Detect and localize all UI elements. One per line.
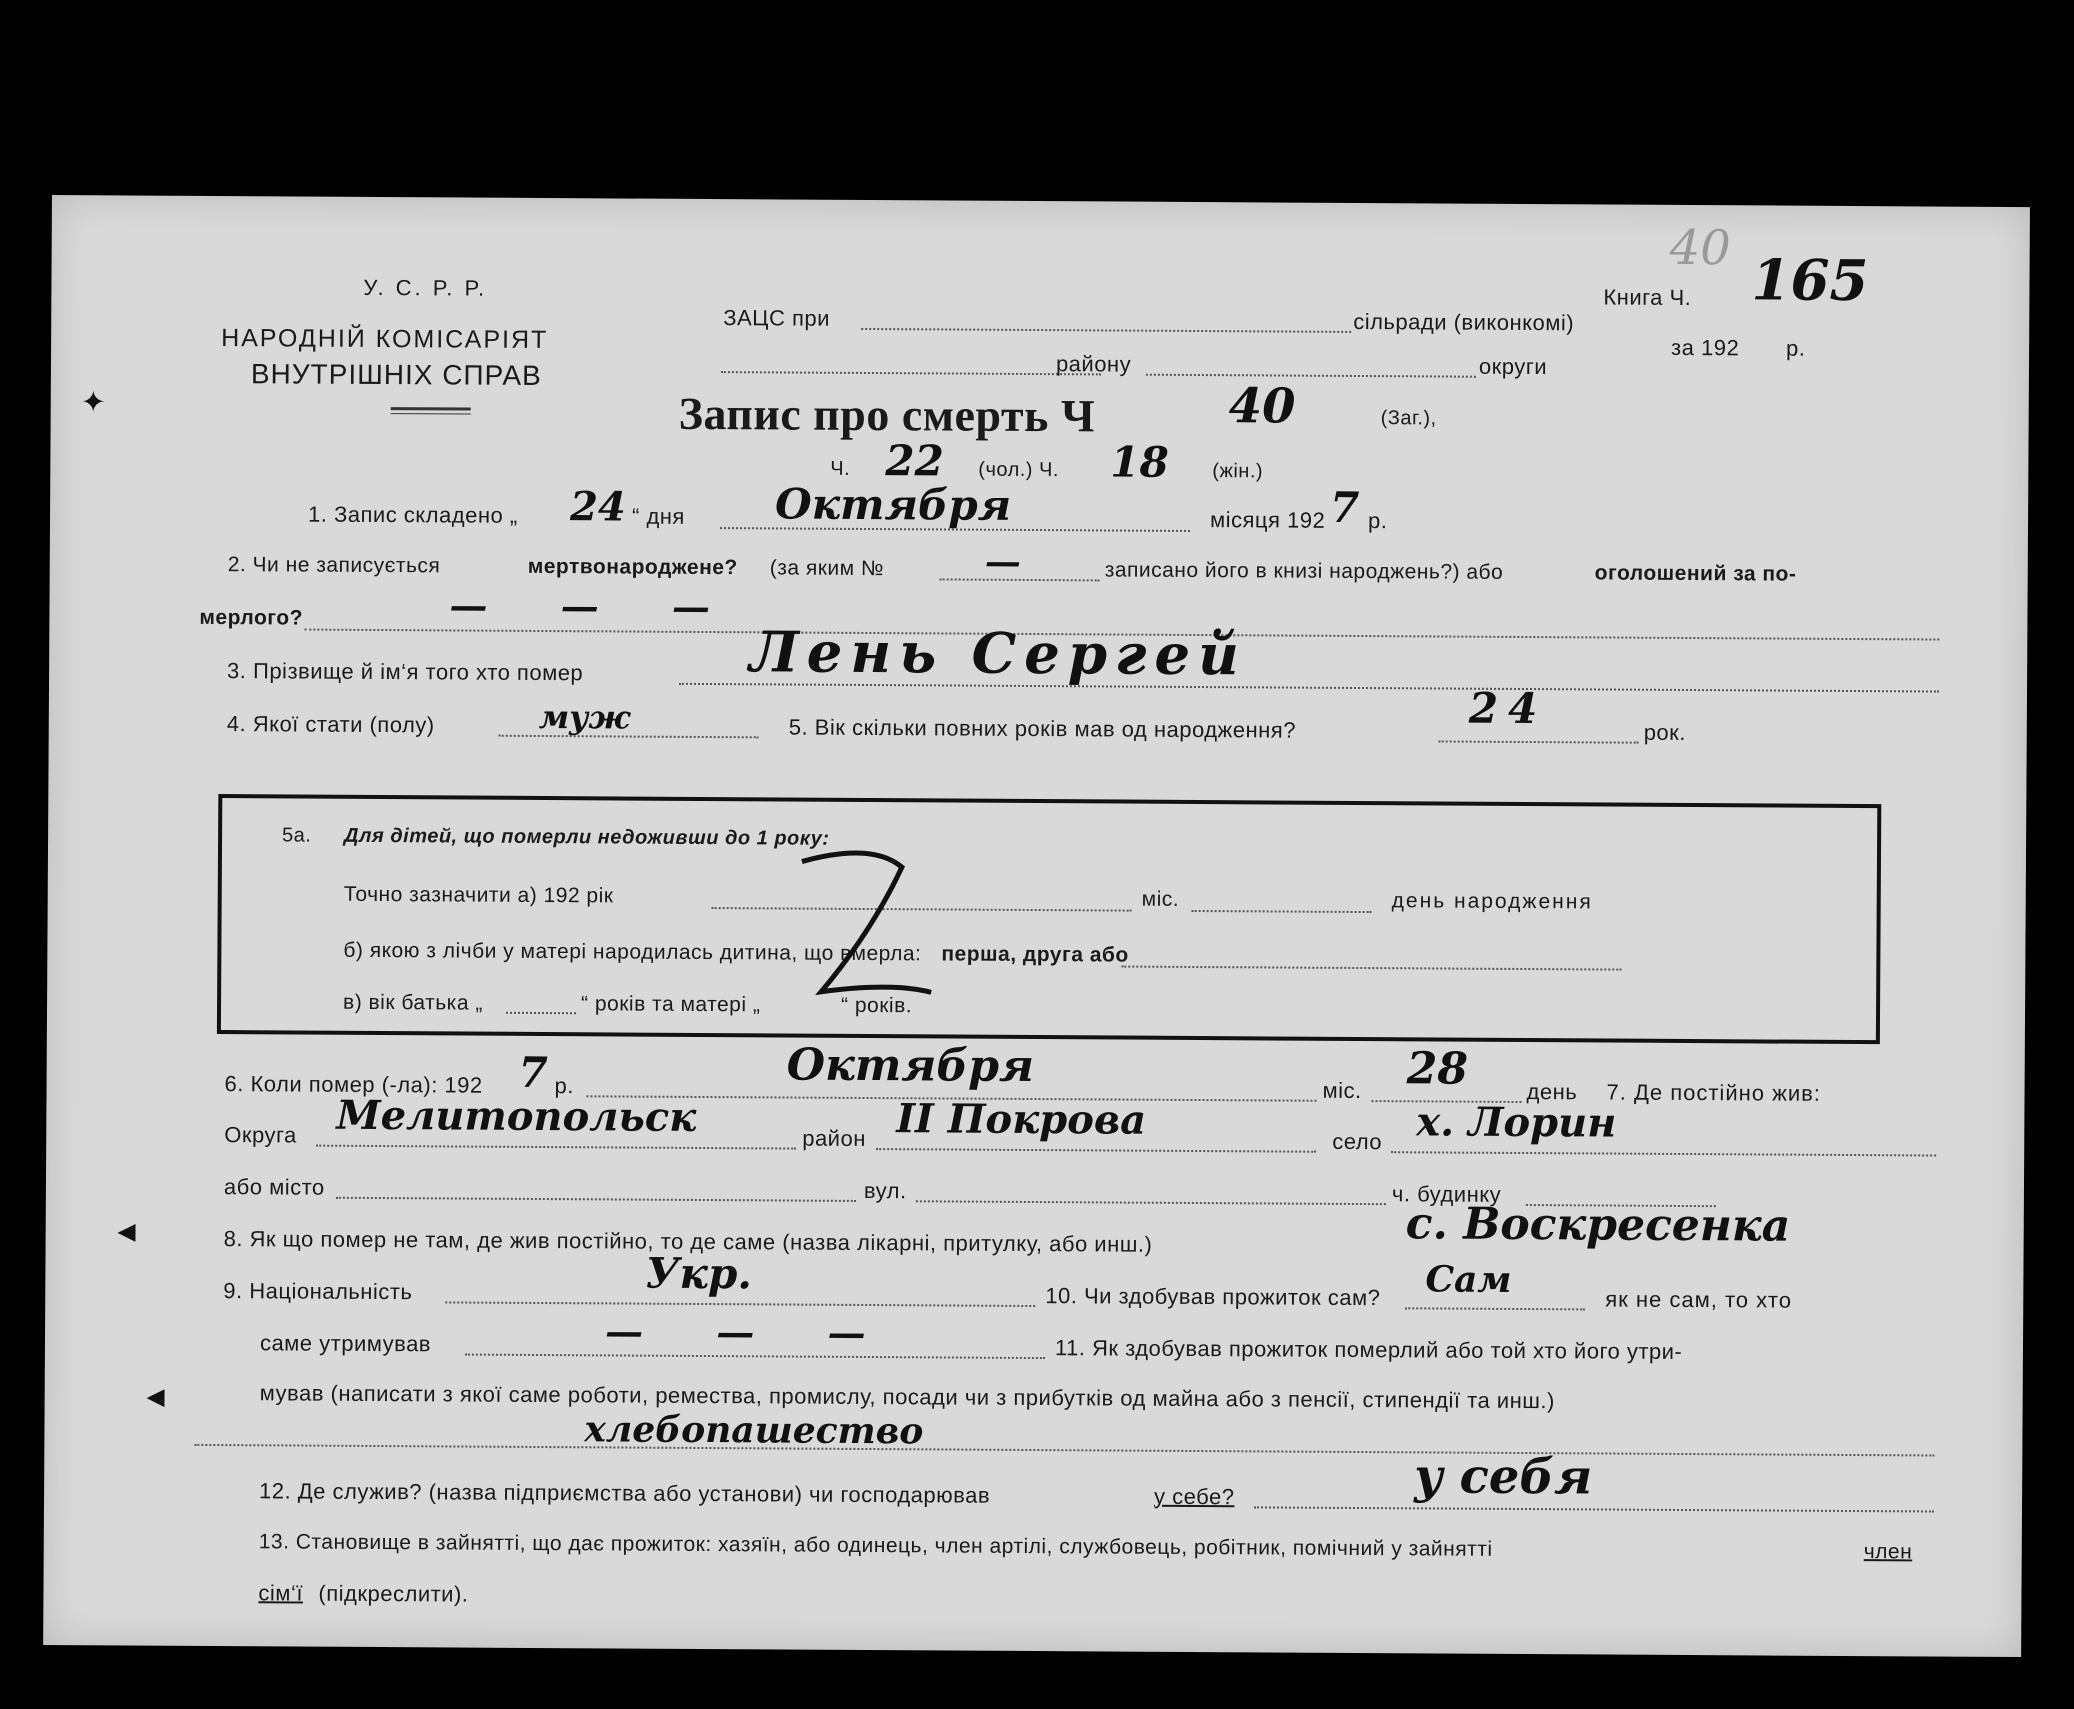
box-5a-mis-dots [1192,910,1372,913]
divider [391,413,471,414]
box-5a-den: день народження [1391,889,1593,914]
field-11-line2: мував (написати з якої саме роботи, ремества, промислу, посади чи з прибутків од майна або з пенсії, стипендії та инш.) [259,1380,1555,1414]
zags-dotted-line [861,328,1351,333]
commissariat-line-2: ВНУТРІШНІХ СПРАВ [250,358,542,391]
field-13-simi: сім‘ї [258,1580,304,1606]
box-5a-line-b-dots [1121,966,1621,971]
field-5-age-handwritten: 24 [1468,683,1548,734]
selo-dots [1391,1151,1936,1156]
box-5a-line-c-mid: “ років та матері „ [580,992,761,1017]
field-10-handwritten: Сам [1425,1258,1512,1301]
field-3-label: 3. Прізвище й ім‘я того хто помер [227,658,584,686]
commissariat-line-1: НАРОДНІЙ КОМІСАРІЯТ [221,324,549,355]
raion-dotted-line [721,371,1101,375]
okruha-label: Округа [224,1122,297,1148]
box-5a-line-c: в) вік батька „ [343,990,483,1015]
silrady-label: сільради (виконкомі) [1353,308,1575,336]
field-3-name-handwritten: Лень Сергей [749,619,1248,689]
field-1-label: 1. Запис складено „ [307,501,518,528]
zag-label: (Заг.), [1380,407,1437,430]
box-5a-line-b-bold: перша, друга або [941,942,1129,967]
field-11-label: 11. Як здобував прожиток померлий або той хто його утри- [1054,1335,1683,1364]
field-6-month-handwritten: Октября [786,1039,1035,1093]
field-13-pidkreslyty: (підкреслити). [318,1580,469,1607]
children-section-box [217,794,1881,1044]
raion-handwritten: II Покрова [896,1095,1147,1144]
box-5a-father-dots [506,1012,576,1014]
field-10-line2-dots [465,1354,1045,1360]
field-2-mid: (за яким № [769,556,885,581]
field-6-year-handwritten: 7 [518,1047,549,1098]
field-8-handwritten: с. Воскресенка [1405,1198,1791,1252]
field-2-rest: записано його в книзі народжень?) або [1104,558,1504,584]
field-2-bold-declared: оголошений за по- [1594,561,1797,586]
field-6-den: день [1526,1079,1578,1105]
okruha-dots [316,1145,796,1150]
box-5a-line-a: Точно зазначити а) 192 рік [343,882,614,908]
field-13-chlen: член [1863,1540,1913,1564]
ch-label: Ч. [830,457,851,480]
field-1-dnia: “ дня [631,503,685,529]
field-2-bold-stillborn: мертвонароджене? [527,554,738,580]
field-9-label: 9. Національність [223,1278,413,1305]
field-13-label: 13. Становище в зайнятті, що дає прожиток: хазяїн, або одинець, член артілі, службовець, робітник, помічний у зайнятті [258,1530,1493,1561]
okruhy-label: округи [1478,353,1548,380]
raion-dots [876,1148,1316,1153]
men-count-handwritten: 22 [885,436,944,486]
field-5-label: 5. Вік скільки повних років мав од народження? [788,714,1297,743]
field-12-dots [1254,1506,1934,1512]
field-12-handwritten: у себя [1414,1448,1593,1506]
field-11-handwritten: хлебопашество [584,1408,924,1453]
zhin-label: (жін.) [1212,460,1264,483]
box-5a-mis: міс. [1141,887,1180,911]
field-1-year-handwritten: 7 [1329,482,1360,532]
field-1-day-handwritten: 24 [569,483,626,531]
margin-mark: ◄ [111,1215,142,1249]
field-5-dots [1439,740,1639,743]
box-5a-number: 5а. [282,824,312,847]
raionu-label: району [1055,351,1132,377]
box-5a-line-b: б) якою з лічби у матері народилась дитина, що вмерла: [343,938,922,966]
field-10-rest: як не сам, то хто [1605,1286,1793,1313]
okruha-handwritten: Мелитопольск [336,1091,697,1141]
field-2-dash-handwritten: — [984,540,1021,583]
field-2-label: 2. Чи не записується [227,553,441,578]
margin-mark: ✦ [80,386,106,420]
field-9-dots [445,1301,1035,1307]
raion-label: район [802,1125,866,1151]
field-10-line2-handwritten: — — — [604,1308,896,1356]
vul-dots [916,1200,1386,1205]
selo-label: село [1332,1128,1383,1155]
za-192-label: за 192 [1671,334,1740,361]
field-4-sex-handwritten: муж [538,697,631,737]
field-11-answer-dots [194,1444,1934,1457]
divider [391,407,471,410]
knyha-label: Книга Ч. [1603,284,1692,311]
record-number-handwritten: 40 [1228,378,1296,435]
field-5-rok: рок. [1643,719,1687,745]
field-6-label: 6. Коли помер (-ла): 192 [224,1071,483,1098]
archive-number: 40 [1669,219,1731,277]
ussr-label: У. С. Р. Р. [363,274,488,301]
field-12-label: 12. Де служив? (назва підприємства або установи) чи господарював [259,1478,991,1508]
field-9-handwritten: Укр. [645,1248,753,1299]
field-10-dots [1405,1307,1585,1310]
okruhy-dotted-line [1146,374,1476,378]
field-6-day-handwritten: 28 [1406,1043,1469,1095]
za-192-r: р. [1786,335,1806,361]
abo-misto-label: або місто [223,1174,325,1200]
field-12-u-sebe: у себе? [1153,1483,1235,1510]
field-10-line2: саме утримував [259,1330,432,1357]
field-10-label: 10. Чи здобував прожиток сам? [1045,1283,1381,1311]
knyha-number-handwritten: 165 [1751,247,1869,315]
field-1-misiatsia: місяця 192 [1209,507,1326,533]
field-1-month-handwritten: Октября [774,479,1012,530]
budynku-label: ч. будинку [1391,1181,1502,1207]
field-2-line2: мерлого? [199,605,304,630]
zags-label: ЗАЦС при [723,305,831,331]
strike-mark [781,841,962,1022]
misto-dots [336,1197,856,1202]
women-count-handwritten: 18 [1110,437,1169,487]
chol-label: (чол.) Ч. [978,458,1059,482]
field-2-line2-handwritten: — — — [449,582,741,630]
field-8-label: 8. Як що помер не там, де жив постійно, то де саме (назва лікарні, притулку, або инш.) [223,1226,1153,1257]
field-6-mis: міс. [1322,1077,1362,1104]
box-5a-title: Для дітей, що померли недоживши до 1 року: [344,824,830,850]
field-6-r: р. [554,1073,575,1099]
death-record-form [43,195,2030,1657]
field-4-label: 4. Якої стати (полу) [226,711,435,738]
vul-label: вул. [863,1177,907,1204]
field-1-month-line [720,527,1190,532]
box-5a-line-c-end: “ років. [840,993,913,1018]
selo-handwritten: х. Лорин [1416,1098,1617,1147]
page-title: Запис про смерть Ч [678,387,1096,442]
field-7-label: 7. Де постійно жив: [1606,1079,1822,1106]
margin-mark: ◄ [140,1380,171,1414]
field-1-r: р. [1367,508,1388,534]
